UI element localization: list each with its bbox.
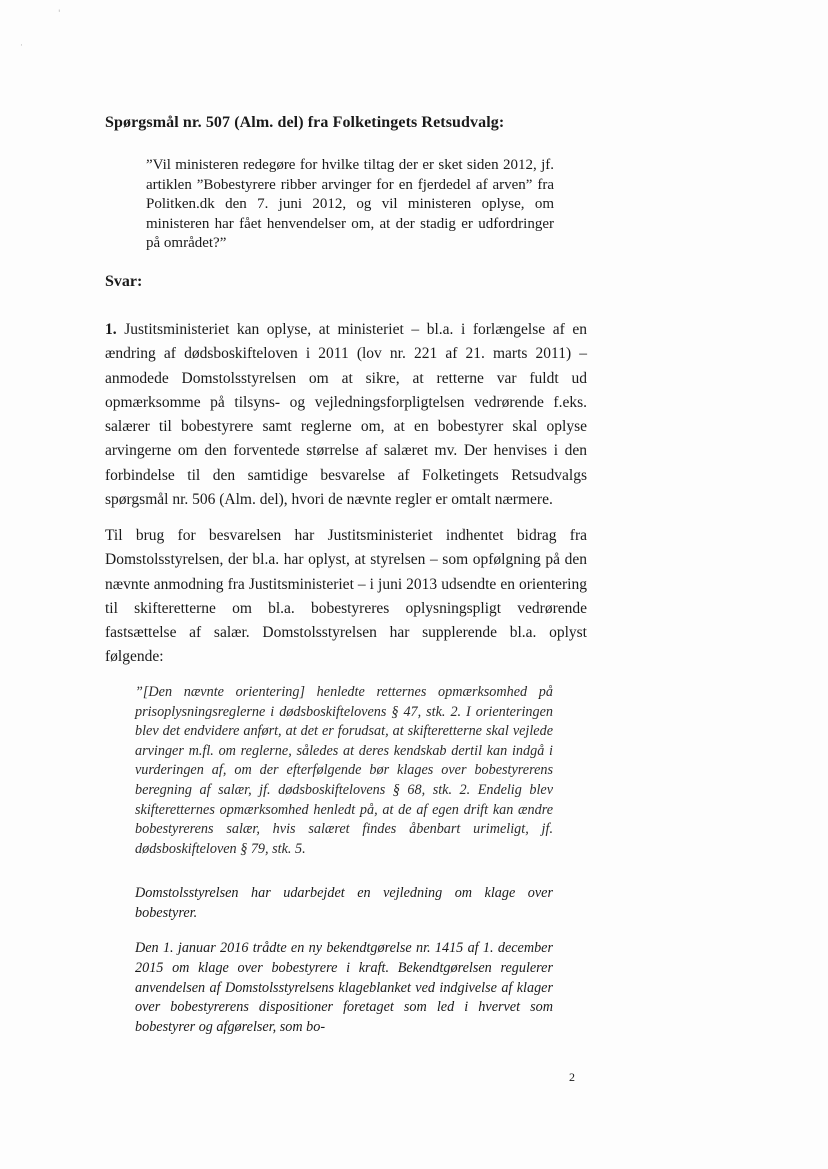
answer-paragraph-1 (105, 318, 587, 512)
quote-block-2: Domstolsstyrelsen har udarbejdet en vejledning om klage over bobestyrer. (135, 885, 553, 921)
question-text: ”Vil ministeren redegøre for hvilke tiltag der er sket siden 2012, jf. artiklen ”Bobestyrere ribber arvinger for en fjerdedel af arven” fra Politken.dk den 7. juni 2012, og vil ministeren oplyse, om ministeren har fået henvendelser om, at der stadig er udfordringer på området?” (146, 157, 554, 252)
paragraph-1-text: Justitsministeriet kan oplyse, at ministeriet – bl.a. i forlængelse af en ændring af dødsboskifteloven i 2011 (lov nr. 221 af 21. marts 2011) – anmodede Domstolsstyrelsen om at sikre, at retterne var fuldt ud opmærksomme på tilsyns- og vejledningsforpligtelsen vedrørende f.eks. salærer til bobestyrere samt reglerne om, at en bobestyrer skal oplyse arvingerne om den forventede størrelse af salæret mv. Der henvises i den forbindelse til den samtidige besvarelse af Folketingets Retsudvalgs spørgsmål nr. 506 (Alm. del), hvori de nævnte regler er omtalt nærmere. (105, 321, 587, 509)
answer-paragraph-2: Til brug for besvarelsen har Justitsministeriet indhentet bidrag fra Domstolsstyrelsen, der bl.a. har oplyst, at styrelsen – som opfølgning på den nævnte anmodning fra Justitsministeriet – i juni 2013 udsendte en orientering til skifteretterne om bl.a. bobestyreres oplysningspligt vedrørende fastsættelse af salær. Domstolsstyrelsen har supplerende bl.a. oplyst følgende: (105, 527, 587, 666)
question-heading: Spørgsmål nr. 507 (Alm. del) fra Folketingets Retsudvalg: (105, 114, 505, 131)
paragraph-number: 1. (105, 321, 117, 338)
page-number: 2 (569, 1070, 575, 1084)
quote-block-3: Den 1. januar 2016 trådte en ny bekendtgørelse nr. 1415 af 1. december 2015 om klage over bobestyrere i kraft. Bekendtgørelsen regulerer anvendelsen af Domstolsstyrelsens klageblanket ved indgivelse af klager over bobestyrerens dispositioner foretaget som led i hvervet som bobestyrer og afgørelser, som bo- (135, 940, 553, 1036)
scan-mark: ' (58, 9, 61, 19)
answer-label: Svar: (105, 273, 143, 290)
quote-block-1: ”[Den nævnte orientering] henledte retternes opmærksomhed på prisoplysningsreglerne i dødsboskiftelovens § 47, stk. 2. I orienteringen blev det endvidere anført, at det er forudsat, at skifteretterne skal vejlede arvinger m.fl. om reglerne, således at deres kendskab dertil kan indgå i vurderingen af, om der efterfølgende bør klages over bobestyrerens beregning af salær, jf. dødsboskiftelovens § 68, stk. 2. Endelig blev skifteretternes opmærksomhed henledt på, at de af egen drift kan ændre bobestyrerens salær, hvis salæret findes åbenbart urimeligt, jf. dødsboskifteloven § 79, stk. 5. (135, 684, 553, 857)
scan-mark: · (20, 41, 23, 51)
